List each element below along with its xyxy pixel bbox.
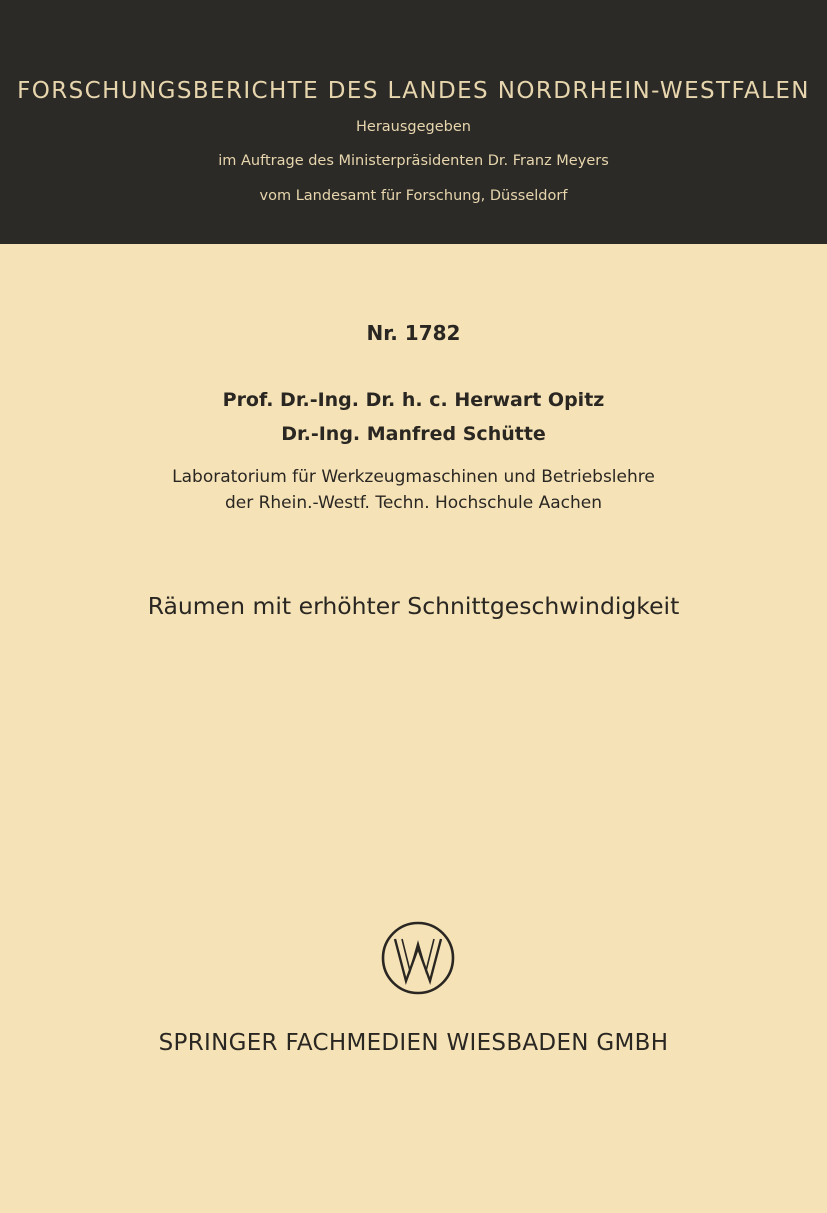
header-band [0, 0, 827, 244]
report-number: Nr. 1782 [366, 321, 461, 345]
publisher-name: SPRINGER FACHMEDIEN WIESBADEN GMBH [158, 1030, 669, 1056]
series-title: FORSCHUNGSBERICHTE DES LANDES NORDRHEIN-WESTFALEN [17, 78, 810, 104]
editor-note: Herausgegeben [356, 119, 471, 135]
book-title: Räumen mit erhöhter Schnittgeschwindigkeit [147, 592, 680, 620]
publisher-office-line: vom Landesamt für Forschung, Düsseldorf [259, 188, 568, 204]
springer-w-circle-logo [381, 921, 455, 995]
author-secondary: Dr.-Ing. Manfred Schütte [281, 423, 546, 445]
author-primary: Prof. Dr.-Ing. Dr. h. c. Herwart Opitz [222, 389, 605, 411]
commission-line: im Auftrage des Ministerpräsidenten Dr. Franz Meyers [218, 153, 609, 169]
affiliation-line-2: der Rhein.-Westf. Techn. Hochschule Aachen [224, 493, 603, 513]
affiliation-line-1: Laboratorium für Werkzeugmaschinen und Betriebslehre [172, 467, 655, 487]
